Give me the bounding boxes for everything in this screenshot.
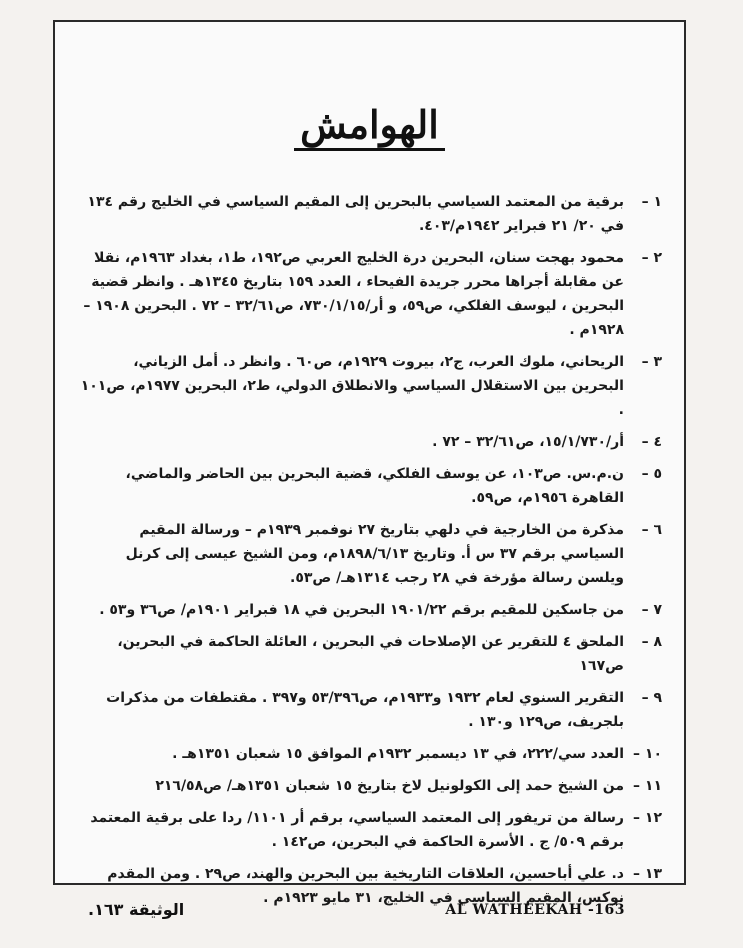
footnote	[77, 350, 662, 422]
footnote-number: ١٢ –	[633, 810, 662, 826]
footnote-text: الملحق ٤ للتقرير عن الإصلاحات في البحرين ، العائلة الحاكمة في البحرين، ص١٦٧	[117, 634, 624, 674]
footnote-number: ٣ –	[641, 354, 662, 370]
footnote-number: ٩ –	[641, 690, 662, 706]
footnote-text: ن.م.س. ص١٠٣، عن يوسف الفلكي، قضية البحرين بين الحاضر والماضي، القاهرة ١٩٥٦م، ص٥٩.	[125, 466, 624, 506]
footnote-number: ٤ –	[641, 434, 662, 450]
footnote-text: من الشيخ حمد إلى الكولونيل لاخ بتاريخ ١٥ شعبان ١٣٥١هـ/ ص٢١٦/٥٨	[155, 778, 624, 794]
footnote-number: ٨ –	[641, 634, 662, 650]
footnotes-list	[77, 190, 662, 918]
footnote-text: العدد سي/٢٢٢، في ١٣ ديسمبر ١٩٣٢م الموافق ١٥ شعبان ١٣٥١هـ .	[172, 746, 624, 762]
page-title: الهوامش	[294, 104, 445, 151]
footnote-number: ١ –	[641, 194, 662, 210]
footer-arabic-page-label: الوثيقة ١٦٣.	[88, 900, 185, 919]
footnote-text: برقية من المعتمد السياسي بالبحرين إلى المقيم السياسي في الخليج رقم ١٣٤ في ٢٠/ ٢١ فبراير ١٩٤٢م/٤٠٣.	[87, 194, 624, 234]
footnote	[77, 190, 662, 238]
footnote-text: أر/١٥/١/٧٣٠، ص٣٢/٦١ – ٧٢ .	[432, 434, 624, 450]
footnote	[77, 686, 662, 734]
footnote	[77, 518, 662, 590]
footnote	[77, 774, 662, 798]
footnote	[77, 462, 662, 510]
footnote-text: من جاسكين للمقيم برقم ١٩٠١/٢٢ البحرين في ١٨ فبراير ١٩٠١م/ ص٣٦ و٥٣ .	[99, 602, 624, 618]
footnote-number: ٦ –	[641, 522, 662, 538]
footnote-text: رسالة من تريفور إلى المعتمد السياسي، برقم أر ١١٠١/ ردا على برقية المعتمد برقم ٥٠٩/ ج . الأسرة الحاكمة في البحرين، ص١٤٢ .	[90, 810, 624, 850]
footnote	[77, 598, 662, 622]
footnote-text: د. علي أباحسين، العلاقات التاريخية بين البحرين والهند، ص٢٩ . ومن المقدم نوكس، المقيم السياسي في الخليج، ٣١ مايو ١٩٢٣م .	[107, 866, 624, 906]
footnote-number: ٢ –	[641, 250, 662, 266]
page-frame	[53, 20, 686, 906]
footnote-number: ١٣ –	[633, 866, 662, 882]
footnote	[77, 742, 662, 766]
footnote-text: الريحاني، ملوك العرب، ج٢، بيروت ١٩٢٩م، ص٦٠ . وانظر د. أمل الزياني، البحرين بين الاستقلال السياسي والانطلاق الدولي، ط٢، البحرين ١٩٧٧م، ص١٠١ .	[80, 354, 624, 418]
title-wrap	[55, 104, 684, 151]
footnote-text: محمود بهجت سنان، البحرين درة الخليج العربي ص١٩٢، ط١، بغداد ١٩٦٣م، نقلا عن مقابلة أجراها محرر جريدة الفيحاء ، العدد ١٥٩ بتاريخ ١٣٤٥هـ . وانظر قضية البحرين ، ليوسف الفلكي، ص٥٩، و أر/٧٣٠/١/١٥، ص٣٢/٦١ – ٧٢ . البحرين ١٩٠٨ – ١٩٢٨م .	[83, 250, 624, 338]
footnote	[77, 630, 662, 678]
footnote-text: مذكرة من الخارجية في دلهي بتاريخ ٢٧ نوفمبر ١٩٣٩م – ورسالة المقيم السياسي برقم ٣٧ س أ. وتاريخ ١٨٩٨/٦/١٣م، ومن الشيخ عيسى إلى كرنل ويلسن رسالة مؤرخة في ٢٨ رجب ١٣١٤هـ/ ص٥٣.	[125, 522, 624, 586]
page-footer	[0, 898, 743, 928]
footnote-number: ٧ –	[641, 602, 662, 618]
footnote-number: ١٠ –	[633, 746, 662, 762]
footnote-text: التقرير السنوي لعام ١٩٣٢ و١٩٣٣م، ص٥٣/٣٩٦ و٣٩٧ . مقتطفات من مذكرات بلجريف، ص١٢٩ و١٣٠ .	[106, 690, 624, 730]
footnote	[77, 246, 662, 342]
footnote	[77, 430, 662, 454]
footnote-number: ١١ –	[633, 778, 662, 794]
footer-english-page-label: AL WATHEEKAH -163	[445, 902, 625, 918]
footnote	[77, 806, 662, 854]
footnote-number: ٥ –	[641, 466, 662, 482]
